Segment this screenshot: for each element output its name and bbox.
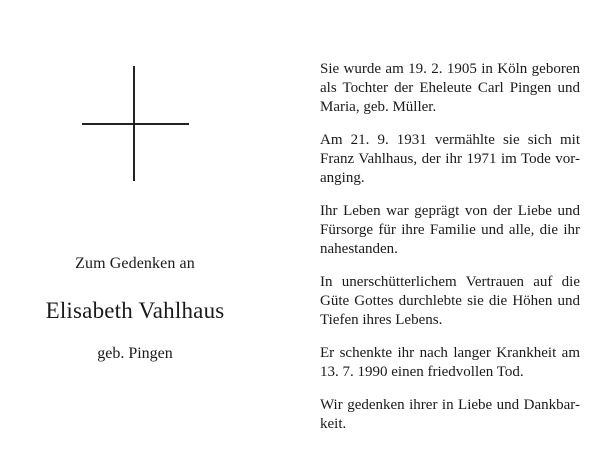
- paragraph-life: [320, 202, 580, 259]
- text-line: Am 21. 9. 1931 vermählte sie sich mit: [320, 132, 580, 148]
- obituary-text: [320, 60, 580, 448]
- text-line: Wir gedenken ihrer in Liebe und Dankbar-: [320, 397, 580, 413]
- text-line: Sie wurde am 19. 2. 1905 in Köln geboren: [320, 61, 580, 77]
- cross-icon-crossbar: [82, 123, 189, 125]
- text-line: anging.: [320, 170, 365, 186]
- in-memory-heading: Zum Gedenken an: [75, 255, 195, 272]
- text-line: Güte Gottes durchlebte sie die Höhen und: [320, 293, 580, 309]
- text-line: als Tochter der Eheleute Carl Pingen und: [320, 80, 580, 96]
- deceased-name: Elisabeth Vahlhaus: [45, 298, 225, 323]
- text-line: nahestanden.: [320, 241, 398, 257]
- maiden-name: geb. Pingen: [97, 345, 173, 362]
- text-line: Ihr Leben war geprägt von der Liebe und: [320, 203, 580, 219]
- text-line: keit.: [320, 416, 347, 432]
- paragraph-death: [320, 344, 580, 382]
- text-line: 13. 7. 1990 einen friedvollen Tod.: [320, 364, 524, 380]
- paragraph-birth: [320, 60, 580, 117]
- text-line: Fürsorge für ihre Familie und alle, die ihr: [320, 222, 580, 238]
- text-line: Maria, geb. Müller.: [320, 99, 437, 115]
- text-line: Tiefen ihres Lebens.: [320, 312, 443, 328]
- text-line: In unerschütterlichem Vertrauen auf die: [320, 274, 580, 290]
- paragraph-marriage: [320, 131, 580, 188]
- text-line: Er schenkte ihr nach langer Krankheit am: [320, 345, 580, 361]
- paragraph-faith: [320, 273, 580, 330]
- text-line: Franz Vahlhaus, der ihr 1971 im Tode vor-: [320, 151, 580, 167]
- paragraph-gratitude: [320, 396, 580, 434]
